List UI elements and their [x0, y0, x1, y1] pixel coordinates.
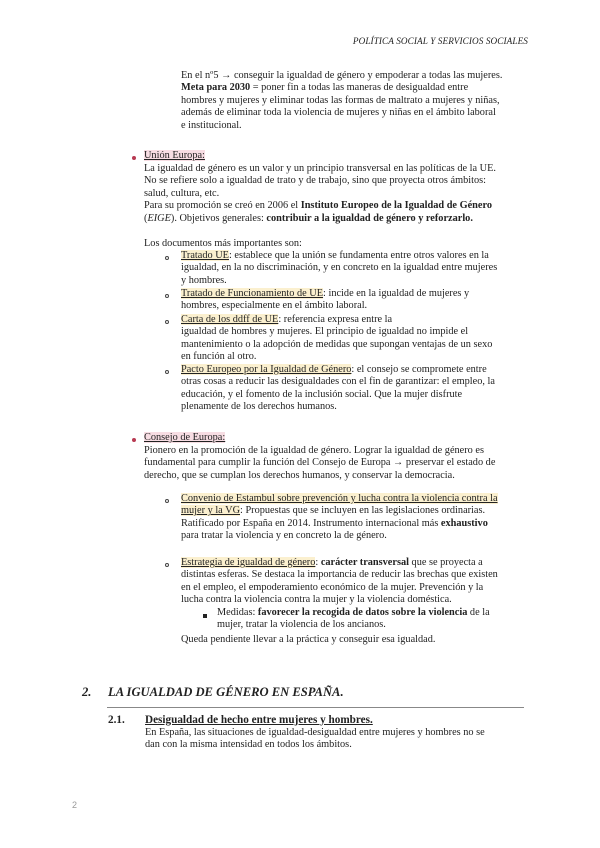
bullet-circle-icon — [165, 320, 169, 324]
ue-item-tfue — [181, 288, 469, 313]
text-line — [181, 505, 498, 517]
text-span: Para su promoción se creó en 2006 el — [144, 200, 301, 212]
section-2-1-number: 2.1. — [108, 714, 125, 726]
running-header: POLÍTICA SOCIAL Y SERVICIOS SOCIALES — [352, 36, 528, 46]
section-2-1-paragraph — [145, 727, 485, 752]
text-line: plenamente de los derechos humanos. — [181, 401, 337, 413]
text-line: igualdad de hombres y mujeres. El principio de igualdad no impide el — [181, 326, 469, 338]
text-span: ). Objetivos generales: — [170, 212, 267, 224]
text-span: Ratificado por España en 2014. Instrumento internacional más — [181, 517, 441, 529]
ce-title-text: Consejo de Europa: — [144, 432, 226, 443]
item-name: Carta de los ddff de UE — [181, 314, 279, 325]
text-line — [217, 607, 490, 619]
bullet-circle-icon — [165, 294, 169, 298]
top-paragraph — [181, 70, 502, 132]
text-line — [181, 288, 469, 300]
page-number: 2 — [72, 800, 78, 810]
item-name: mujer y la VG — [181, 505, 241, 517]
text-line: dan con la misma intensidad en todos los ámbitos. — [145, 739, 352, 751]
text-line: y hombres. — [181, 274, 227, 286]
text-span: : incide en la igualdad de mujeres y — [323, 288, 470, 299]
text-line: salud, cultura, etc. — [144, 187, 220, 199]
item-name: Convenio de Estambul sobre prevención y lucha contra la violencia contra la — [181, 493, 498, 504]
bullet-disc-icon — [132, 156, 136, 160]
text-span: : referencia expresa entre la — [278, 314, 393, 325]
text-span: que se proyecta a — [408, 557, 483, 568]
text-line: derecho, que se cumplan los derechos humanos, y conservar la democracia. — [144, 469, 455, 481]
text-span: : — [315, 557, 321, 568]
ue-item-tratado-ue — [181, 250, 497, 287]
bullet-disc-icon — [132, 438, 136, 442]
item-name: Estrategia de igualdad de género — [181, 557, 316, 568]
section-2-title: LA IGUALDAD DE GÉNERO EN ESPAÑA. — [108, 685, 344, 699]
text-line: igualdad, en la no discriminación, y en concreto en la igualdad entre mujeres — [181, 262, 498, 274]
ue-title-text: Unión Europa: — [144, 150, 205, 161]
bold-text: Meta para 2030 — [181, 82, 251, 94]
text-line — [181, 314, 492, 326]
text-line: fundamental para cumplir la función del Consejo de Europa → preservar el estado de — [144, 457, 496, 469]
text-line: otras cosas a reducir las desigualdades con el fin de garantizar: el empleo, la — [181, 376, 495, 388]
text-span: : establece que la unión se fundamenta entre otros valores en la — [228, 250, 489, 261]
bold-text: contribuir a la igualdad de género y reforzarlo. — [266, 212, 473, 224]
italic-text: EIGE — [147, 212, 171, 224]
text-span: = poner fin a todas las maneras de desigualdad entre — [250, 82, 469, 94]
text-span: ( — [144, 212, 148, 224]
text-line — [181, 518, 498, 530]
text-line: en el empleo, el empoderamiento económico de la mujer. Prevención y la — [181, 581, 484, 593]
text-line: lucha contra la violencia contra la mujer y la violencia doméstica. — [181, 594, 452, 606]
text-line — [181, 364, 495, 376]
text-span: : el consejo se compromete entre — [351, 364, 487, 375]
bold-text: carácter transversal — [320, 557, 409, 568]
bullet-square-icon — [203, 614, 207, 618]
ce-title — [144, 432, 225, 444]
text-line: hombres y mujeres y eliminar todas las formas de maltrato a mujeres y niñas, — [181, 94, 500, 106]
text-line: en función al otro. — [181, 351, 257, 363]
text-line — [181, 493, 498, 505]
text-line: para tratar la violencia y en concreto la de género. — [181, 530, 387, 542]
bullet-circle-icon — [165, 256, 169, 260]
text-line: En España, las situaciones de igualdad-desigualdad entre mujeres y hombres no se — [145, 727, 485, 738]
item-name: Pacto Europeo por la Igualdad de Género — [181, 364, 352, 375]
bold-text: Instituto Europeo de la Igualdad de Género — [300, 200, 492, 212]
text-line — [181, 557, 498, 569]
section-2-1-title: Desigualdad de hecho entre mujeres y hombres. — [145, 714, 373, 726]
bullet-circle-icon — [165, 370, 169, 374]
text-line — [181, 82, 502, 94]
text-line: además de eliminar toda la violencia de mujeres y niñas en el ámbito laboral — [181, 107, 496, 119]
text-line: La igualdad de género es un valor y un principio transversal en las políticas de la UE. — [144, 163, 496, 174]
text-line: mujer, tratar la violencia de los ancianos. — [217, 619, 386, 631]
text-span: Medidas: — [217, 607, 258, 618]
ue-item-pacto — [181, 364, 495, 414]
bold-text: exhaustivo — [440, 517, 488, 529]
ue-item-carta — [181, 314, 492, 364]
item-name: Tratado UE — [181, 250, 229, 261]
text-span: : Propuestas que se incluyen en las legislaciones ordinarias. — [240, 505, 486, 517]
ce-subitem-medidas — [217, 607, 490, 632]
ue-title — [144, 150, 205, 162]
text-line — [144, 200, 496, 212]
text-line: En el nº5 → conseguir la igualdad de género y empoderar a todas las mujeres. — [181, 70, 503, 81]
text-line: e institucional. — [181, 119, 242, 131]
text-line — [144, 213, 496, 225]
text-line: mantenimiento o la adopción de medidas que supongan ventajas de un sexo — [181, 338, 493, 350]
ce-item-estambul — [181, 493, 498, 543]
bullet-circle-icon — [165, 499, 169, 503]
item-name: Tratado de Funcionamiento de UE — [181, 288, 324, 299]
divider — [107, 707, 524, 708]
bold-text: favorecer la recogida de datos sobre la violencia — [257, 607, 468, 618]
ue-paragraph — [144, 163, 496, 225]
ce-item-estrategia — [181, 557, 498, 607]
text-line: Pionero en la promoción de la igualdad de género. Lograr la igualdad de género es — [144, 445, 484, 456]
section-2-number: 2. — [82, 685, 92, 699]
docs-intro: Los documentos más importantes son: — [144, 238, 302, 249]
text-line: educación, y el fomento de la inclusión social. Que la mujer disfrute — [181, 388, 463, 400]
bullet-circle-icon — [165, 563, 169, 567]
text-line: hombres, especialmente en el ámbito laboral. — [181, 300, 368, 312]
text-line — [181, 250, 497, 262]
text-span: de la — [467, 607, 490, 618]
text-line: No se refiere solo a igualdad de trato y de trabajo, sino que proyecta otros ámbitos: — [144, 175, 486, 187]
ce-after-text: Queda pendiente llevar a la práctica y conseguir esa igualdad. — [181, 634, 436, 645]
ce-paragraph — [144, 445, 495, 482]
text-line: distintas esferas. Se destaca la importancia de reducir las brechas que existen — [181, 569, 498, 581]
